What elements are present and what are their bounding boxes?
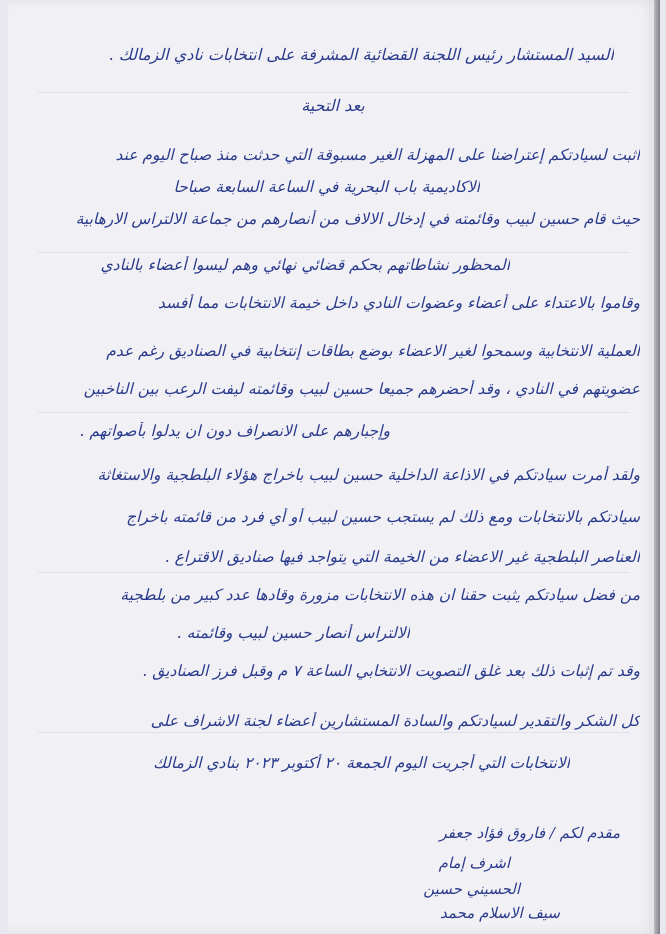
letter-line: الانتخابات التي أجريت اليوم الجمعة ٢٠ أكتوبر ٢٠٢٣ بنادي الزمالك	[153, 754, 570, 772]
ruled-line	[38, 252, 630, 253]
letter-greeting: بعد التحية	[301, 96, 365, 115]
letter-line: العناصر البلطجية غير الاعضاء من الخيمة التي يتواجد فيها صناديق الاقتراع .	[164, 548, 640, 566]
ruled-line	[38, 92, 630, 93]
letter-line: كل الشكر والتقدير لسيادتكم والسادة المستشارين أعضاء لجنة الاشراف على	[150, 712, 640, 730]
signatory-line: اشرف إمام	[438, 854, 510, 872]
letter-line: العملية الانتخابية وسمحوا لغير الاعضاء بوضع بطاقات إنتخابية في الصناديق رغم عدم	[106, 342, 640, 360]
letter-address: السيد المستشار رئيس اللجنة القضائية المشرفة على انتخابات نادي الزمالك .	[108, 45, 614, 64]
signatory-line: الحسيني حسين	[423, 880, 520, 898]
letter-line: عضويتهم في النادي ، وقد أحضرهم جميعا حسين لبيب وقائمته ليفت الرعب بين الناخبين	[83, 380, 640, 398]
signatory-line: مقدم لكم / فاروق فؤاد جعفر	[439, 824, 620, 842]
letter-line: ولقد أمرت سيادتكم في الاذاعة الداخلية حسين لبيب باخراج هؤلاء البلطجية والاستغاثة	[97, 466, 640, 484]
letter-line: وقاموا بالاعتداء على أعضاء وعضوات النادي داخل خيمة الانتخابات مما أفسد	[157, 294, 640, 312]
letter-line: الاكاديمية باب البحرية في الساعة السابعة صباحا	[173, 178, 480, 196]
letter-line: سيادتكم بالانتخابات ومع ذلك لم يستجب حسين لبيب أو أي فرد من قائمته باخراج	[126, 508, 640, 526]
letter-line: اثبت لسيادتكم إعتراضنا على المهزلة الغير مسبوقة التي حدثت منذ صباح اليوم عند	[115, 146, 640, 164]
letter-line: المحظور نشاطاتهم بحكم قضائي نهائي وهم ليسوا أعضاء بالنادي	[100, 256, 510, 274]
signatory-line: سيف الاسلام محمد	[440, 904, 560, 922]
letter-line: الالتراس أنصار حسين لبيب وقائمته .	[176, 624, 410, 642]
paper-edge-shadow	[654, 0, 660, 934]
ruled-line	[38, 732, 630, 733]
ruled-line	[38, 412, 630, 413]
letter-sheet	[8, 0, 660, 934]
letter-line: حيث قام حسين لبيب وقائمته في إدخال الالاف من أنصارهم من جماعة الالتراس الارهابية	[75, 210, 640, 228]
letter-line: من فضل سيادتكم يثبت حقنا ان هذه الانتخابات مزورة وقادها عدد كبير من بلطجية	[120, 586, 640, 604]
ruled-line	[38, 572, 630, 573]
letter-line: وإجبارهم على الانصراف دون ان يدلوا بأصواتهم .	[79, 422, 390, 440]
letter-line: وقد تم إثبات ذلك بعد غلق التصويت الانتخابي الساعة ٧ م وقبل فرز الصناديق .	[142, 662, 640, 680]
